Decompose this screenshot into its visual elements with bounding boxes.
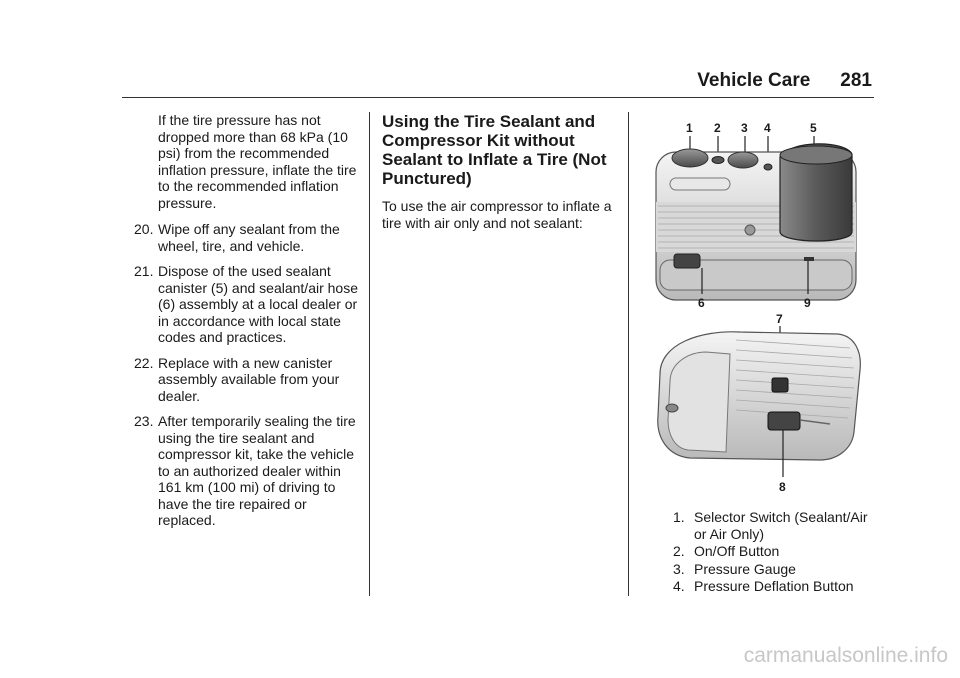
watermark-text: carmanualsonline.info xyxy=(743,644,948,667)
left-column xyxy=(134,112,364,538)
callout-7: 7 xyxy=(776,312,783,326)
section-title: Vehicle Care xyxy=(697,70,811,91)
step-item xyxy=(134,221,364,254)
step-text: After temporarily sealing the tire using the tire sealant and compressor kit, take the vehicle to an authorized dealer within 161 km (100 mi) of driving to have the tire repaired or replaced. xyxy=(158,413,356,528)
body-paragraph: To use the air compressor to inflate a tire with air only and not sealant: xyxy=(382,198,612,231)
callout-3: 3 xyxy=(741,121,748,135)
page-header xyxy=(697,70,872,92)
middle-column xyxy=(382,112,614,237)
callout-6: 6 xyxy=(698,296,705,310)
legend-text: On/Off Button xyxy=(694,543,780,559)
lead-paragraph: If the tire pressure has not dropped more than 68 kPa (10 psi) from the recommended inflation pressure, inflate the tire to the recommended inflation pressure. xyxy=(158,112,357,211)
step-number: 21. xyxy=(134,263,154,279)
callout-4: 4 xyxy=(764,121,771,135)
legend-item xyxy=(673,578,883,595)
step-text: Wipe off any sealant from the wheel, tire, and vehicle. xyxy=(158,221,340,254)
step-item xyxy=(134,355,364,405)
legend-text: Pressure Deflation Button xyxy=(694,578,854,594)
legend-item xyxy=(673,561,883,578)
legend-number: 2. xyxy=(673,543,685,559)
legend-text: Pressure Gauge xyxy=(694,560,796,577)
callout-2: 2 xyxy=(714,121,721,135)
legend-number: 3. xyxy=(673,560,685,577)
step-number: 23. xyxy=(134,413,154,429)
legend-number: 4. xyxy=(673,578,685,594)
section-heading: Using the Tire Sealant and Compressor Kit without Sealant to Inflate a Tire (Not Punctured) xyxy=(382,112,607,188)
step-number: 20. xyxy=(134,221,154,237)
callout-5: 5 xyxy=(810,121,817,135)
callout-9: 9 xyxy=(804,296,811,310)
callout-1: 1 xyxy=(686,121,693,135)
column-divider-2 xyxy=(628,112,629,596)
step-text: Dispose of the used sealant canister (5) and sealant/air hose (6) assembly at a local dealer or in accordance with local state codes and practices. xyxy=(158,263,358,345)
legend-number: 1. xyxy=(673,509,685,525)
step-item xyxy=(134,413,364,529)
legend-item xyxy=(673,509,883,542)
page-number: 281 xyxy=(840,70,872,91)
column-divider-1 xyxy=(369,112,370,596)
compressor-kit-illustration xyxy=(640,112,880,502)
step-text: Replace with a new canister assembly available from your dealer. xyxy=(158,354,340,404)
compressor-diagram-svg xyxy=(640,112,880,502)
legend-text: Selector Switch (Sealant/Air or Air Only) xyxy=(694,509,868,542)
step-item xyxy=(134,263,364,346)
callout-8: 8 xyxy=(779,480,786,494)
header-rule xyxy=(122,97,874,98)
legend-list xyxy=(673,509,883,595)
legend-item xyxy=(673,543,883,560)
step-number: 22. xyxy=(134,354,154,371)
right-column-legend xyxy=(673,509,883,596)
